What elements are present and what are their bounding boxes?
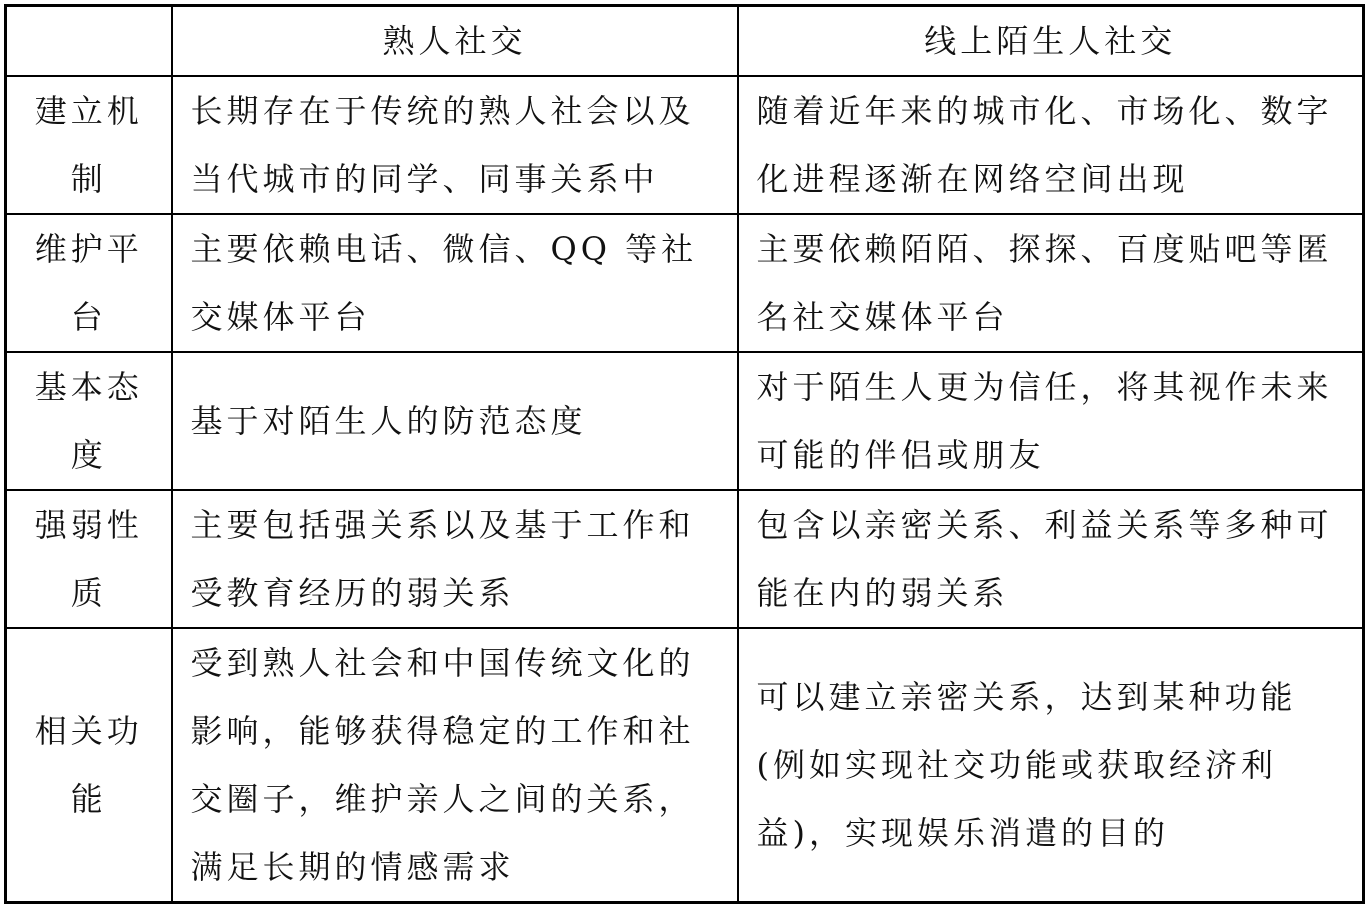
corner-cell [6,6,172,77]
comparison-table-frame [4,4,1362,886]
cell-acquaintance-mechanism: 长期存在于传统的熟人社会以及当代城市的同学、同事关系中 [172,76,738,214]
cell-acquaintance-platform: 主要依赖电话、微信、QQ 等社交媒体平台 [172,214,738,352]
cell-stranger-platform: 主要依赖陌陌、探探、百度贴吧等匿名社交媒体平台 [738,214,1364,352]
row-header-function: 相关功能 [6,628,172,903]
cell-acquaintance-tie-strength: 主要包括强关系以及基于工作和受教育经历的弱关系 [172,490,738,628]
table-row [6,490,1364,628]
cell-stranger-function: 可以建立亲密关系，达到某种功能(例如实现社交功能或获取经济利益)，实现娱乐消遣的目的 [738,628,1364,903]
table-header-row [6,6,1364,77]
comparison-table [4,4,1365,904]
table-row [6,214,1364,352]
table-row [6,352,1364,490]
row-header-attitude: 基本态度 [6,352,172,490]
column-header-stranger: 线上陌生人社交 [738,6,1364,77]
cell-stranger-mechanism: 随着近年来的城市化、市场化、数字化进程逐渐在网络空间出现 [738,76,1364,214]
row-header-platform: 维护平台 [6,214,172,352]
row-header-tie-strength: 强弱性质 [6,490,172,628]
cell-acquaintance-function: 受到熟人社会和中国传统文化的影响，能够获得稳定的工作和社交圈子，维护亲人之间的关系，满足长期的情感需求 [172,628,738,903]
row-header-mechanism: 建立机制 [6,76,172,214]
cell-stranger-attitude: 对于陌生人更为信任，将其视作未来可能的伴侣或朋友 [738,352,1364,490]
cell-stranger-tie-strength: 包含以亲密关系、利益关系等多种可能在内的弱关系 [738,490,1364,628]
table-row [6,76,1364,214]
column-header-acquaintance: 熟人社交 [172,6,738,77]
cell-acquaintance-attitude: 基于对陌生人的防范态度 [172,352,738,490]
table-row [6,628,1364,903]
